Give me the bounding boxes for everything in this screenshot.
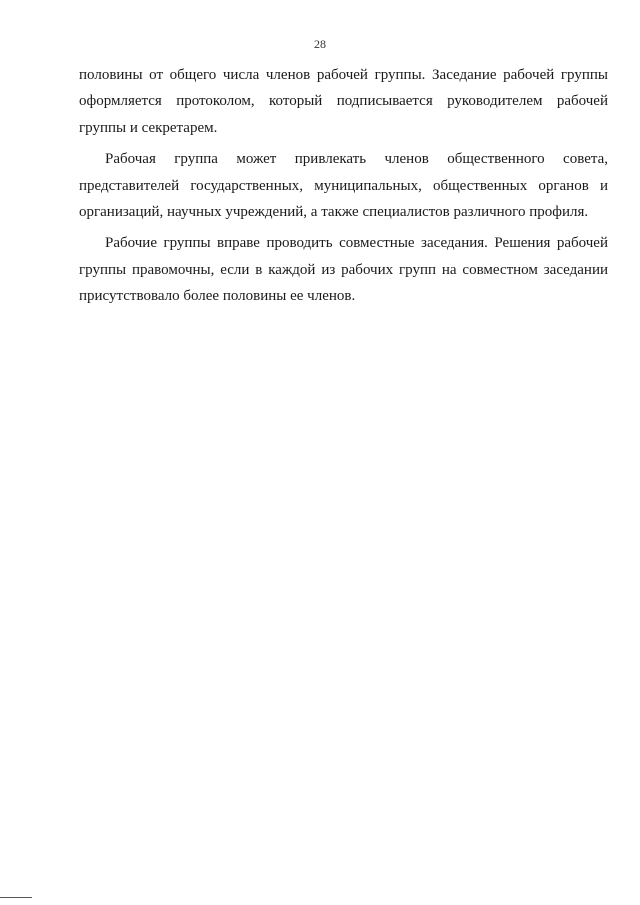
paragraph-3 [79, 230, 608, 309]
document-body [79, 62, 608, 310]
paragraph-line: группы правомочны, если в каждой из рабочих групп на совместном заседании [79, 261, 608, 278]
paragraph-line: Рабочие группы вправе проводить совместные заседания. Решения рабочей [105, 235, 608, 252]
scan-edge-mark [0, 897, 32, 898]
paragraph-2 [79, 146, 608, 225]
paragraph-line: организаций, научных учреждений, а также специалистов различного профиля. [79, 204, 589, 221]
paragraph-line: половины от общего числа членов рабочей группы. Заседание рабочей группы [79, 67, 608, 83]
paragraph-line: группы и секретарем. [79, 119, 218, 136]
paragraph-line: представителей государственных, муниципальных, общественных органов и [79, 177, 608, 194]
page-number: 28 [314, 37, 326, 51]
paragraph-line: оформляется протоколом, который подписывается руководителем рабочей [79, 93, 608, 110]
paragraph-line: присутствовало более половины ее членов. [79, 288, 356, 305]
paragraph-1 [79, 62, 608, 141]
paragraph-line: Рабочая группа может привлекать членов общественного совета, [105, 151, 608, 168]
